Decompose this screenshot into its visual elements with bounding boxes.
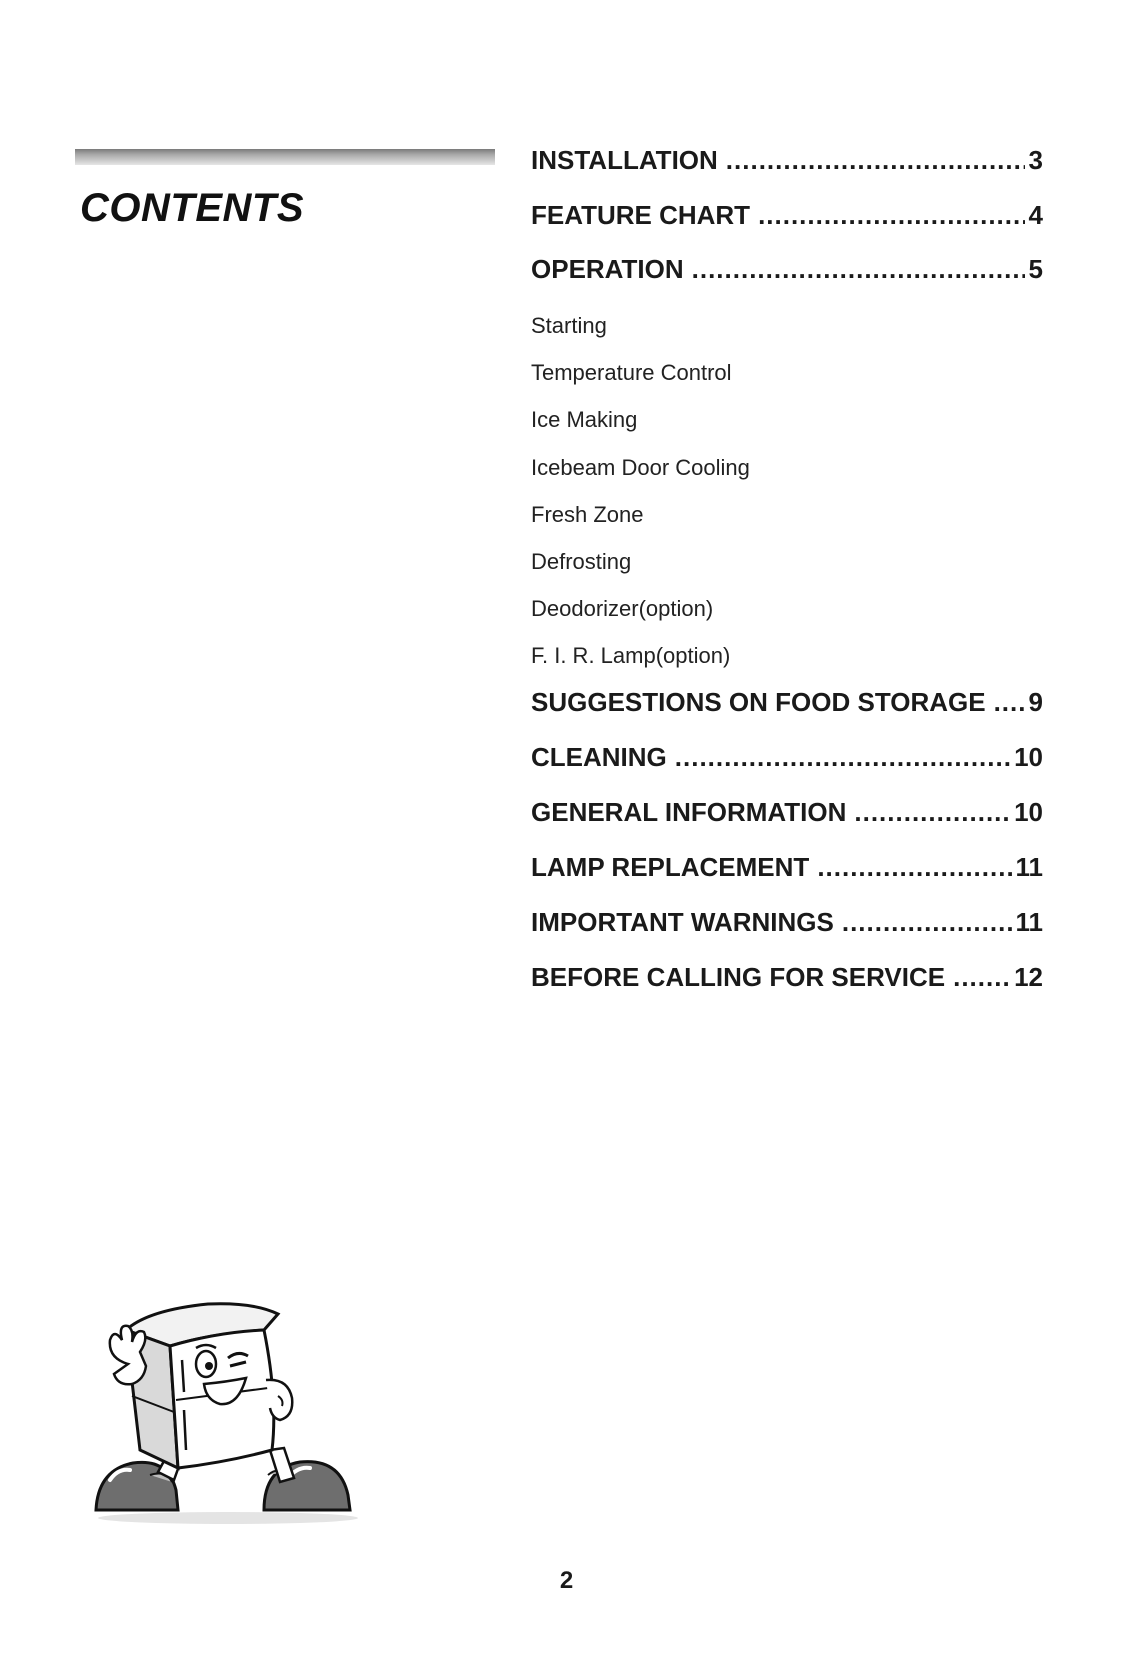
toc-entry-general-information[interactable] — [531, 797, 1043, 828]
toc-subitem[interactable]: Deodorizer(option) — [531, 596, 714, 621]
toc-label: BEFORE CALLING FOR SERVICE — [531, 962, 946, 992]
toc-entry-feature-chart[interactable] — [531, 200, 1043, 231]
toc-page: 12 — [1014, 962, 1043, 992]
toc-page: 4 — [1028, 200, 1043, 230]
toc-page: 5 — [1028, 254, 1043, 284]
toc-label: INSTALLATION — [531, 145, 718, 175]
table-of-contents — [531, 0, 1043, 1661]
leader-dots — [758, 200, 1024, 231]
toc-entry-operation[interactable] — [531, 254, 1043, 285]
toc-label: GENERAL INFORMATION — [531, 797, 847, 827]
toc-label: FEATURE CHART — [531, 200, 751, 230]
toc-entry-before-calling-for-service[interactable] — [531, 962, 1043, 993]
page-title: CONTENTS — [80, 186, 304, 230]
toc-page: 10 — [1014, 742, 1043, 772]
toc-entry-suggestions[interactable] — [531, 687, 1043, 718]
toc-page: 3 — [1028, 145, 1043, 175]
leader-dots — [726, 145, 1025, 176]
header-rule — [75, 149, 495, 165]
toc-subitem[interactable]: F. I. R. Lamp(option) — [531, 643, 731, 668]
leader-dots — [854, 797, 1010, 828]
leader-dots — [692, 254, 1025, 285]
leader-dots — [842, 907, 1012, 938]
toc-subitem[interactable]: Ice Making — [531, 407, 638, 432]
toc-label: CLEANING — [531, 742, 667, 772]
refrigerator-mascot-illustration — [88, 1300, 368, 1530]
leader-dots — [953, 962, 1010, 993]
toc-entry-installation[interactable] — [531, 145, 1043, 176]
toc-page: 11 — [1015, 907, 1043, 937]
page-number: 2 — [559, 1567, 574, 1594]
toc-label: SUGGESTIONS ON FOOD STORAGE — [531, 687, 986, 717]
leader-dots — [675, 742, 1010, 773]
toc-entry-important-warnings[interactable] — [531, 907, 1043, 938]
leader-dots — [817, 852, 1011, 883]
toc-subitem[interactable]: Temperature Control — [531, 360, 732, 385]
toc-entry-lamp-replacement[interactable] — [531, 852, 1043, 883]
toc-entry-cleaning[interactable] — [531, 742, 1043, 773]
toc-subitem[interactable]: Defrosting — [531, 549, 632, 574]
leader-dots — [994, 687, 1025, 718]
toc-label: LAMP REPLACEMENT — [531, 852, 810, 882]
toc-label: IMPORTANT WARNINGS — [531, 907, 834, 937]
toc-subitem[interactable]: Starting — [531, 313, 607, 338]
toc-page: 10 — [1014, 797, 1043, 827]
toc-page: 11 — [1015, 852, 1043, 882]
toc-label: OPERATION — [531, 254, 684, 284]
toc-subitem[interactable]: Icebeam Door Cooling — [531, 455, 750, 480]
toc-subitem[interactable]: Fresh Zone — [531, 502, 644, 527]
toc-page: 9 — [1028, 687, 1043, 717]
